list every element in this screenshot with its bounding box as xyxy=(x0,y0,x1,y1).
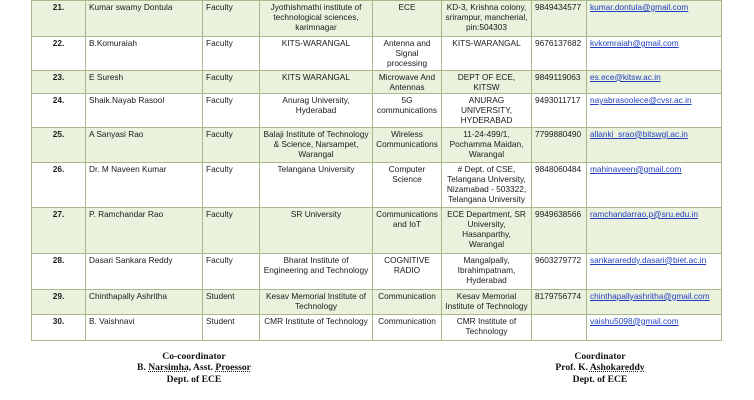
table-row xyxy=(32,1,722,37)
table-row xyxy=(32,127,722,162)
department: Communication xyxy=(373,314,442,340)
table-row xyxy=(32,37,722,71)
table-row xyxy=(32,207,722,253)
institute: Anurag University, Hyderabad xyxy=(260,94,373,128)
phone: 9849434577 xyxy=(532,1,587,37)
participants-table xyxy=(31,0,722,341)
co-coordinator-name: B. Narsimha, Asst. Proessor xyxy=(137,362,251,374)
phone xyxy=(532,314,587,340)
address: KITS-WARANGAL xyxy=(442,37,532,71)
co-coordinator-dept: Dept. of ECE xyxy=(166,373,222,385)
institute: KITS WARANGAL xyxy=(260,70,373,93)
designation: Faculty xyxy=(203,207,260,253)
serial-number: 26. xyxy=(32,162,86,207)
serial-number: 29. xyxy=(32,289,86,314)
department: ECE xyxy=(373,1,442,37)
department: COGNITIVE RADIO xyxy=(373,253,442,289)
participant-name: Chinthapally Ashritha xyxy=(86,289,203,314)
table-row xyxy=(32,162,722,207)
department: Communication xyxy=(373,289,442,314)
department: 5G communications xyxy=(373,94,442,128)
designation: Faculty xyxy=(203,162,260,207)
coordinator-dept: Dept. of ECE xyxy=(572,373,628,385)
participant-name: A Sanyasi Rao xyxy=(86,127,203,162)
designation: Faculty xyxy=(203,1,260,37)
participant-name: E Suresh xyxy=(86,70,203,93)
department: Antenna and Signal processing xyxy=(373,37,442,71)
phone: 8179756774 xyxy=(532,289,587,314)
address: CMR Institute of Technology xyxy=(442,314,532,340)
co-coordinator-signature xyxy=(118,351,270,385)
serial-number: 21. xyxy=(32,1,86,37)
serial-number: 23. xyxy=(32,70,86,93)
address: Kesav Memorial Institute of Technology xyxy=(442,289,532,314)
institute: Balaji Institute of Technology & Science, Narsampet, Warangal xyxy=(260,127,373,162)
participant-name: B.Komuraiah xyxy=(86,37,203,71)
designation: Student xyxy=(203,289,260,314)
participant-name: Shaik.Nayab Rasool xyxy=(86,94,203,128)
co-coordinator-role: Co-coordinator xyxy=(162,351,226,362)
designation: Faculty xyxy=(203,70,260,93)
designation: Faculty xyxy=(203,127,260,162)
coordinator-signature xyxy=(530,351,670,385)
institute: SR University xyxy=(260,207,373,253)
address: Mangalpally, Ibrahimpatnam, Hyderabad xyxy=(442,253,532,289)
institute: CMR Institute of Technology xyxy=(260,314,373,340)
department: Microwave And Antennas xyxy=(373,70,442,93)
phone: 9949638566 xyxy=(532,207,587,253)
designation: Faculty xyxy=(203,253,260,289)
department: Computer Science xyxy=(373,162,442,207)
phone: 9493011717 xyxy=(532,94,587,128)
coordinator-name: Prof. K. Ashokareddy xyxy=(555,362,645,374)
participant-name: B. Vaishnavi xyxy=(86,314,203,340)
email-link[interactable]: sankarareddy.dasari@biet.ac.in xyxy=(587,253,722,289)
serial-number: 30. xyxy=(32,314,86,340)
table-row xyxy=(32,289,722,314)
participant-name: Dr. M Naveen Kumar xyxy=(86,162,203,207)
phone: 9603279772 xyxy=(532,253,587,289)
table-row xyxy=(32,253,722,289)
table-row xyxy=(32,94,722,128)
table-row xyxy=(32,314,722,340)
address: ECE Department, SR University, Hasanparthy, Warangal xyxy=(442,207,532,253)
address: DEPT OF ECE, KITSW xyxy=(442,70,532,93)
participant-name: Dasari Sankara Reddy xyxy=(86,253,203,289)
phone: 7799880490 xyxy=(532,127,587,162)
institute: Jyothishmathi institute of technological sciences, karimnagar xyxy=(260,1,373,37)
phone: 9848060484 xyxy=(532,162,587,207)
serial-number: 28. xyxy=(32,253,86,289)
designation: Faculty xyxy=(203,94,260,128)
serial-number: 25. xyxy=(32,127,86,162)
email-link[interactable]: es.ece@kitsw.ac.in xyxy=(587,70,722,93)
email-link[interactable]: chinthapallyashritha@gmail.com xyxy=(587,289,722,314)
address: ANURAG UNIVERSITY, HYDERABAD xyxy=(442,94,532,128)
designation: Student xyxy=(203,314,260,340)
email-link[interactable]: kvkomraiah@gmail.com xyxy=(587,37,722,71)
email-link[interactable]: kumar.dontula@gmail.com xyxy=(587,1,722,37)
institute: Bharat Institute of Engineering and Technology xyxy=(260,253,373,289)
address: KD-3, Krishna colony, srirampur, mancherial, pin:504303 xyxy=(442,1,532,37)
serial-number: 24. xyxy=(32,94,86,128)
participant-name: Kumar swamy Dontula xyxy=(86,1,203,37)
email-link[interactable]: vaishu5098@gmail.com xyxy=(587,314,722,340)
phone: 9676137682 xyxy=(532,37,587,71)
email-link[interactable]: ramchandarrao.p@sru.edu.in xyxy=(587,207,722,253)
institute: Kesav Memorial Institute of Technology xyxy=(260,289,373,314)
institute: KITS-WARANGAL xyxy=(260,37,373,71)
phone: 9849119063 xyxy=(532,70,587,93)
coordinator-role: Coordinator xyxy=(574,351,626,362)
designation: Faculty xyxy=(203,37,260,71)
department: Wireless Communications xyxy=(373,127,442,162)
email-link[interactable]: nayabrasoolece@cvsr.ac.in xyxy=(587,94,722,128)
department: Communications and IoT xyxy=(373,207,442,253)
email-link[interactable]: mahinaveen@gmail.com xyxy=(587,162,722,207)
participant-name: P. Ramchandar Rao xyxy=(86,207,203,253)
address: 11-24-499/1, Pochamma Maidan, Warangal xyxy=(442,127,532,162)
serial-number: 22. xyxy=(32,37,86,71)
institute: Telangana University xyxy=(260,162,373,207)
serial-number: 27. xyxy=(32,207,86,253)
address: # Dept. of CSE, Telangana University, Nizamabad - 503322, Telangana University xyxy=(442,162,532,207)
table-row xyxy=(32,70,722,93)
email-link[interactable]: allanki_srao@bitswgl.ac.in xyxy=(587,127,722,162)
